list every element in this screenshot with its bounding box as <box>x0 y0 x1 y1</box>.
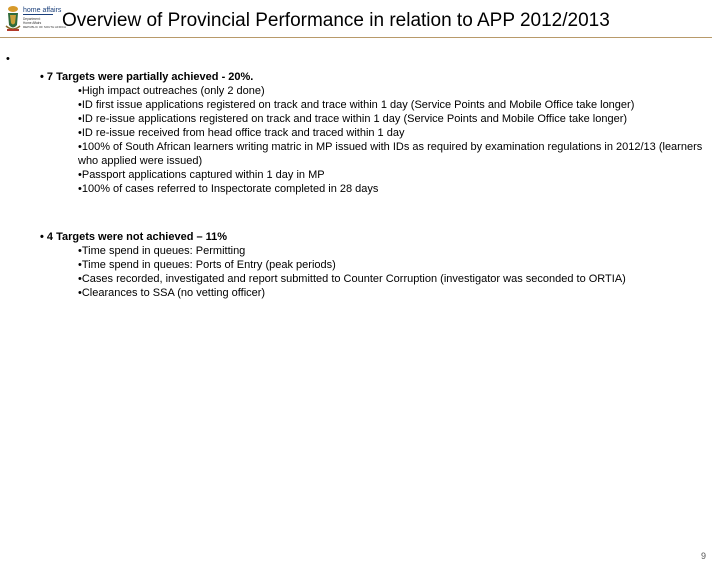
list-item: •High impact outreaches (only 2 done) <box>78 85 265 97</box>
list-item: •Clearances to SSA (no vetting officer) <box>78 287 266 299</box>
target-list <box>40 244 720 300</box>
list-item: •100% of South African learners writing matric in MP issued with IDs as required by examination regulations in 2012/13 (learners who applied were issued) <box>78 141 703 167</box>
page-number: 9 <box>700 551 706 561</box>
title-divider <box>0 37 712 38</box>
list-item: •Time spend in queues: Ports of Entry (peak periods) <box>78 259 336 271</box>
list-item: •Time spend in queues: Permitting <box>78 245 246 257</box>
top-bullet: • <box>6 53 10 65</box>
list-item: •100% of cases referred to Inspectorate completed in 28 days <box>78 183 379 195</box>
list-item: •Passport applications captured within 1 day in MP <box>78 169 325 181</box>
target-list <box>40 84 720 196</box>
section-heading: • 7 Targets were partially achieved - 20%. <box>40 71 254 83</box>
list-item: •Cases recorded, investigated and report submitted to Counter Corruption (investigator was seconded to ORTIA) <box>78 273 626 285</box>
partially-achieved-section <box>40 70 720 196</box>
not-achieved-section <box>40 230 720 300</box>
page-title: Overview of Provincial Performance in relation to APP 2012/2013 <box>62 10 610 31</box>
list-item: •ID first issue applications registered on track and trace within 1 day (Service Points and Mobile Office take longer) <box>78 99 635 111</box>
logo-country: REPUBLIC OF SOUTH AFRICA <box>23 25 67 29</box>
logo-dept-name: Home Affairs <box>23 21 42 25</box>
list-item: •ID re-issue applications registered on track and trace within 1 day (Service Points and Mobile Office take longer) <box>78 113 628 125</box>
section-heading: • 4 Targets were not achieved – 11% <box>40 231 228 243</box>
list-item: •ID re-issue received from head office track and traced within 1 day <box>78 127 405 139</box>
logo-brand-text: home affairs <box>23 7 62 14</box>
logo-dept-label: Department: <box>23 17 41 21</box>
